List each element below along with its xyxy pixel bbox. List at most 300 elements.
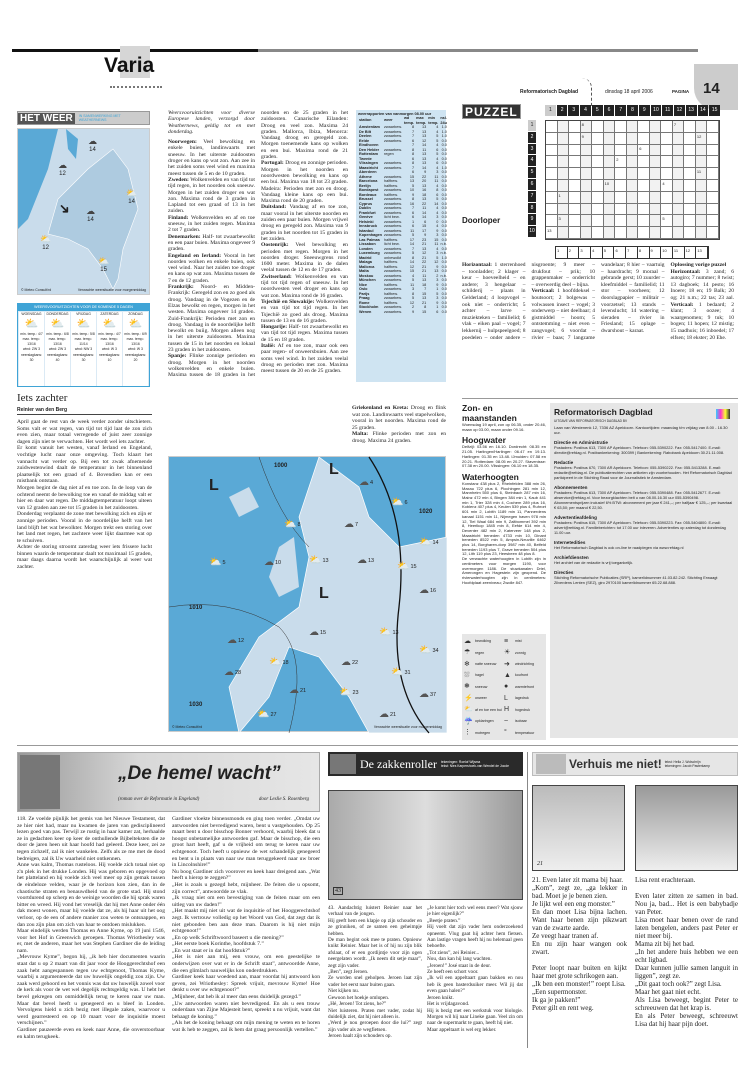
grid-cell[interactable] [604, 156, 619, 168]
grid-cell[interactable] [638, 204, 650, 216]
grid-cell[interactable] [661, 192, 673, 204]
grid-cell[interactable] [661, 227, 673, 239]
grid-cell[interactable] [650, 204, 662, 216]
grid-cell[interactable] [581, 192, 593, 204]
grid-cell[interactable] [627, 180, 639, 192]
grid-cell[interactable] [650, 156, 662, 168]
grid-cell[interactable] [673, 121, 685, 133]
table-cell: 13 [421, 183, 427, 188]
paragraph: En nu zijn haar wangen ook zwart. [532, 940, 627, 956]
map-credit: © Meteo Consult/rd [21, 288, 52, 292]
grid-cell[interactable] [581, 145, 593, 157]
grid-cell[interactable] [707, 215, 719, 227]
grid-cell[interactable] [707, 227, 719, 239]
grid-cell[interactable] [696, 121, 708, 133]
country-text: Half- tot zwaarbewolkt en een paar buien. Maxima ongeveer 9 graden. [168, 233, 255, 253]
grid-cell[interactable] [581, 168, 593, 180]
comic-credits-2: tekeningen: Jacob Pasterkamp [664, 764, 710, 768]
grid-cell[interactable] [638, 192, 650, 204]
grid-cell[interactable] [558, 215, 570, 227]
column-number: 9 [639, 105, 650, 116]
grid-cell[interactable] [604, 168, 616, 180]
grid-cell[interactable] [581, 121, 593, 133]
grid-cell[interactable] [569, 156, 581, 168]
temperature-label: 13 [368, 557, 375, 564]
grid-cell[interactable] [615, 192, 627, 204]
grid-cell[interactable] [650, 192, 662, 204]
grid-cell[interactable] [615, 180, 627, 192]
solution-cell[interactable]: 12 [685, 247, 697, 258]
table-cell: 5 [436, 291, 439, 296]
grid-cell[interactable] [592, 133, 604, 145]
grid-cell[interactable] [673, 168, 685, 180]
grid-cell[interactable] [696, 133, 708, 145]
grid-cell[interactable] [684, 168, 696, 180]
station-name: Praag [359, 296, 370, 300]
legend-item [504, 693, 544, 703]
grid-cell[interactable] [615, 145, 627, 157]
forecast-wind: wind: ZW 3 [49, 347, 66, 352]
rain-icon: ☂ [464, 649, 471, 657]
grid-cell[interactable] [638, 156, 650, 168]
country-name: Denemarken: [168, 233, 201, 240]
table-cell: 9 [424, 233, 427, 237]
station-name: Vlissingen [359, 161, 378, 165]
grid-cell[interactable] [661, 215, 673, 227]
solution-cell[interactable]: 11 [673, 247, 685, 258]
grid-cell[interactable] [627, 133, 639, 145]
station-name: Madrid [359, 255, 372, 260]
temp-icon: ° [504, 729, 507, 737]
grid-cell[interactable] [558, 227, 570, 239]
grid-cell[interactable] [615, 168, 627, 180]
grid-cell[interactable] [638, 133, 650, 145]
grid-cell[interactable] [569, 180, 581, 192]
forecast-day [19, 312, 44, 386]
water-title: Waterhoogten [462, 471, 519, 482]
solution-cell[interactable]: 1 [556, 247, 568, 258]
country-name: Italië: [261, 342, 276, 349]
grid-cell[interactable] [684, 180, 696, 192]
grid-cell[interactable] [707, 204, 719, 216]
table-cell: 6 [411, 224, 415, 228]
serial-banner [17, 752, 320, 812]
grid-cell[interactable] [592, 215, 604, 227]
table-cell: 15 [409, 269, 415, 273]
table-cell: 9 [436, 228, 439, 233]
table-cell: 13 [421, 197, 427, 201]
grid-cell[interactable] [558, 145, 570, 157]
row-number: 1 [528, 120, 536, 131]
station-name: Moskou [359, 273, 374, 278]
grid-cell[interactable] [684, 133, 696, 145]
grid-cell[interactable] [696, 204, 708, 216]
table-cell: 14 [421, 210, 427, 215]
table-cell: 14 [421, 215, 427, 219]
grid-cell[interactable] [627, 215, 639, 227]
grid-cell[interactable] [638, 168, 650, 180]
column-number: 3 [568, 105, 579, 116]
grid-cell[interactable] [650, 145, 662, 157]
grid-cell[interactable] [684, 145, 696, 157]
grid-cell[interactable] [696, 145, 708, 157]
grid-cell[interactable] [650, 133, 662, 145]
fog-icon: ≡ [504, 637, 509, 645]
grid-cell[interactable] [592, 204, 604, 216]
grid-cell[interactable] [546, 215, 558, 227]
grid-cell[interactable] [696, 227, 708, 239]
grid-cell[interactable] [673, 156, 685, 168]
grid-cell[interactable] [592, 227, 604, 239]
table-cell: zwaarbew. [384, 134, 402, 138]
grid-cell[interactable] [581, 156, 593, 168]
temperature-marker [419, 689, 436, 700]
solution-cell[interactable]: 4 [591, 247, 603, 258]
sun-cloud-icon: ⛅ [419, 537, 432, 548]
table-cell: zwaarbew. [384, 188, 402, 192]
cloud-icon: ☁ [344, 519, 354, 530]
table-cell: 0.0 [441, 224, 447, 228]
paragraph: „Het eerste boek Korinthe, hoofdstuk 7.” [172, 941, 264, 948]
table-cell: 13 [409, 179, 415, 183]
grid-cell[interactable] [581, 204, 593, 216]
grid-cell[interactable] [592, 156, 604, 168]
table-cell: 0.0 [441, 215, 447, 219]
station-name: Cyprus [359, 201, 373, 206]
grid-cell[interactable] [673, 192, 685, 204]
paragraph: 43. Aandachtig luistert Reinier naar het verhaal van de jongen. [328, 905, 422, 918]
grid-cell[interactable] [673, 180, 685, 192]
grid-cell[interactable] [592, 168, 604, 180]
grid-cell[interactable] [638, 227, 650, 239]
grid-cell[interactable] [558, 204, 570, 216]
isobar-label: 1000 [274, 463, 288, 469]
grid-cell[interactable] [546, 121, 558, 133]
grid-cell[interactable] [650, 215, 665, 227]
solution-cell[interactable]: 9 [650, 247, 662, 258]
country-name: Engeland en Ierland: [168, 252, 222, 259]
table-cell: 6 [411, 138, 415, 143]
grid-cell[interactable] [546, 204, 558, 216]
grid-cell[interactable] [707, 192, 719, 204]
grid-cell[interactable] [604, 204, 616, 216]
table-cell: 9 [436, 282, 439, 287]
grid-cell[interactable] [627, 168, 639, 180]
grid-cell[interactable] [592, 145, 604, 157]
forecast-rain: neerslagkans: 30 [72, 352, 95, 362]
isobar-label: 1020 [419, 509, 433, 515]
grid-cell[interactable] [661, 204, 673, 216]
cloud-icon: ☁ [379, 709, 389, 720]
table-cell: 0.0 [441, 269, 447, 273]
grid-cell[interactable] [661, 180, 673, 192]
isobar-label: 1030 [189, 702, 203, 708]
grid-cell[interactable] [673, 227, 685, 239]
temperature-marker [309, 627, 326, 638]
table-cell: 5 [436, 152, 439, 156]
legend-label: natte sneeuw [475, 661, 497, 666]
grid-cell[interactable] [546, 133, 558, 145]
grid-cell[interactable] [650, 168, 662, 180]
temperature-marker [339, 687, 359, 698]
forecast-title: WEERSVOORUITZICHTEN VOOR DE KOMENDE 5 DAGEN [18, 304, 149, 311]
grid-cell[interactable] [696, 215, 708, 227]
crossword-grid[interactable] [545, 120, 720, 240]
grid-cell[interactable] [696, 168, 708, 180]
grid-cell[interactable] [604, 215, 616, 227]
legend-item [464, 705, 504, 715]
grid-cell[interactable] [627, 204, 639, 216]
table-cell: 12 [409, 300, 415, 305]
station-name: Lissabon [359, 242, 376, 246]
grid-cell[interactable] [638, 180, 650, 192]
solution-cell[interactable]: 2 [568, 247, 580, 258]
grid-cell[interactable] [684, 192, 696, 204]
table-cell: 20 [421, 179, 427, 183]
grid-cell[interactable] [684, 204, 696, 216]
paragraph: Het is vrijdagavond. [427, 1001, 470, 1008]
grid-cell[interactable] [569, 145, 581, 157]
table-row [358, 310, 448, 315]
station-name: Amsterdam [359, 125, 380, 129]
grid-cell[interactable] [627, 227, 639, 239]
station-name: Londen [359, 246, 373, 251]
cloud-sun-icon: ⛅ [24, 317, 39, 330]
paragraph: Anne was kalm, Thomas rusteloos. Hij voelde zich totaal niet op z'n plek in het drukke Londen. Hij was geboren en opgevoed op het platteland en hij voelde zich veel meer op zijn gemak tussen de eindeloze velden, waar je de horizon kon zien, dan in de chaotische straten en benauwdheid van de grote stad. Hij stond voortdurend op scherp en de weinige woorden die hij sprak waren bitter en wreed. Hij vond het vreselijk dat hij met Anne onder één dak moest wonen, maar hij voelde dat ze, als hij haar uit het oog verloor, op de een of andere manier zou weten te ontsnappen, en dan zou zijn plan om zich van haar te ontdoen mislukken. [17, 862, 165, 928]
grid-cell[interactable] [558, 156, 570, 168]
country-forecast [352, 431, 446, 444]
table-cell: 2 [436, 273, 439, 278]
solution-cell[interactable]: 5 [603, 247, 615, 258]
cloud-icon: ☁ [419, 585, 429, 596]
country-forecast [261, 242, 348, 273]
paragraph: „Ik vraag niet om een bevestiging van de feiten maar om een uitleg van uw daden!” [172, 895, 320, 908]
table-cell: 5 [436, 138, 439, 143]
grid-cell[interactable] [684, 227, 696, 239]
children-illustration [536, 754, 566, 774]
temperature-label: 12 [238, 637, 245, 644]
grid-cell[interactable] [615, 227, 627, 239]
grid-cell[interactable] [661, 168, 673, 180]
table-cell: 0.0 [441, 183, 447, 188]
grid-cell[interactable] [627, 121, 639, 133]
grid-cell[interactable] [581, 227, 593, 239]
paragraph: Jeroen haalt zijn schouders op. [328, 1033, 392, 1040]
grid-cell[interactable] [684, 156, 696, 168]
grid-cell[interactable] [615, 133, 627, 145]
grid-cell[interactable] [661, 156, 673, 168]
table-cell: 5 [411, 296, 415, 300]
temperature-label: 15 [320, 629, 327, 636]
table-cell: 11 [410, 282, 415, 287]
forecast-rain: neerslagkans: 10 [98, 352, 121, 362]
table-cell: zwaarbew. [384, 228, 402, 233]
grid-cell[interactable] [615, 121, 627, 133]
table-cell: zwaarbew. [384, 273, 402, 278]
temp-table-grid [358, 116, 448, 314]
table-cell: 4 [436, 224, 439, 228]
solution-cell[interactable]: 8 [638, 247, 650, 258]
grid-cell[interactable] [604, 145, 616, 157]
grid-cell[interactable] [627, 156, 639, 168]
table-cell: 7 [411, 165, 415, 170]
comic-panel-illustration [635, 785, 738, 871]
grid-cell[interactable] [615, 215, 627, 227]
grid-cell[interactable] [569, 192, 581, 204]
grid-cell[interactable] [707, 156, 719, 168]
grid-cell[interactable] [546, 156, 558, 168]
solution-cell[interactable]: 3 [579, 247, 591, 258]
table-cell: 11 [410, 228, 415, 233]
table-cell: 8 [411, 255, 415, 260]
comic-panel-illustration [532, 785, 625, 871]
grid-cell[interactable] [604, 121, 616, 133]
solution-cell[interactable]: 6 [614, 247, 626, 258]
cloud-icon: ☁ [264, 557, 274, 568]
grid-cell[interactable] [673, 215, 685, 227]
grid-cell[interactable] [627, 145, 642, 157]
column-header: max temp. [416, 116, 427, 125]
paragraph: „Kom”, zegt ze, „ga lekker in bad. Moet je je benen zien. [532, 884, 627, 900]
colophon [550, 403, 738, 738]
grid-cell[interactable] [638, 215, 650, 227]
grid-cell[interactable] [581, 215, 593, 227]
grid-cell[interactable] [569, 215, 581, 227]
station-name: Rotterdam [359, 152, 378, 156]
grid-cell[interactable] [592, 121, 604, 133]
grid-cell[interactable] [650, 180, 665, 192]
grid-cell[interactable] [707, 145, 719, 157]
grid-cell[interactable] [569, 168, 581, 180]
legend-label: sneeuw [475, 684, 488, 689]
grid-cell[interactable] [558, 121, 570, 133]
paragraph: „Ik wil een appeltaart gaan bakken en nou heb ik geen basterdsuiker meer. Wil jij dat even gaan halen?” [427, 975, 523, 995]
grid-cell[interactable] [581, 180, 593, 192]
grid-cell[interactable] [592, 180, 604, 192]
grid-cell[interactable] [546, 227, 558, 239]
table-cell: zwaarbew. [384, 125, 402, 129]
grid-cell[interactable] [661, 145, 673, 157]
grid-cell[interactable] [546, 168, 558, 180]
paragraph: Peter loopt naar buiten en kijkt haar met grote schrikogen aan. [532, 964, 627, 980]
grid-cell[interactable] [661, 121, 673, 133]
country-name: Portugal: [261, 160, 284, 167]
grid-cell[interactable] [604, 227, 616, 239]
grid-cell[interactable] [569, 204, 581, 216]
grid-cell[interactable] [684, 121, 696, 133]
solution-cell[interactable]: 13 [696, 247, 708, 258]
grid-cell[interactable] [592, 192, 604, 204]
grid-cell[interactable] [546, 180, 558, 192]
grid-cell[interactable] [546, 145, 558, 157]
grid-cell[interactable] [604, 133, 616, 145]
colophon-subtitle: UITGAVE VAN REFORMATORISCH DAGBLAD BV [554, 419, 628, 423]
table-cell: 7 [411, 129, 415, 134]
table-cell: regen [384, 152, 394, 156]
table-cell: 3 [436, 170, 439, 174]
table-cell: 1.0 [441, 255, 447, 260]
grid-cell[interactable] [615, 156, 627, 168]
station-name: Aberdeen [359, 170, 377, 174]
grid-cell[interactable] [627, 192, 639, 204]
paragraph: Als Lisa beweegt, begint Peter te schreeuwen dat het krap is. [635, 996, 738, 1012]
paragraph: Jeroen knikt. [427, 994, 454, 1001]
country-name: Griekenland en Kreta: [352, 405, 409, 411]
column-header: min temp. [428, 116, 439, 125]
grid-cell[interactable] [673, 145, 685, 157]
grid-cell[interactable] [558, 192, 570, 204]
grid-cell[interactable] [684, 215, 696, 227]
table-cell: 8 [411, 125, 415, 129]
previous-solution-label: Oplossing vorige puzzel [670, 262, 727, 268]
grid-cell[interactable] [696, 192, 708, 204]
forecast-day-name: ZONDAG [128, 312, 143, 316]
grid-cell[interactable] [707, 180, 719, 192]
cell-number: 12 [696, 133, 702, 139]
grid-cell[interactable] [650, 121, 662, 133]
table-cell: zwaarbew. [384, 219, 402, 224]
solution-bar[interactable] [555, 246, 709, 259]
grid-cell[interactable] [696, 180, 708, 192]
grid-cell[interactable] [569, 121, 581, 133]
grid-cell[interactable] [604, 192, 616, 204]
grid-cell[interactable] [673, 133, 685, 145]
table-cell: 14 [434, 201, 439, 206]
grid-cell[interactable] [546, 192, 558, 204]
grid-cell[interactable] [650, 227, 662, 239]
grid-cell[interactable] [638, 121, 650, 133]
grid-cell[interactable] [558, 133, 570, 145]
table-cell: zwaarbew. [384, 201, 402, 206]
legend-label: mist [515, 639, 522, 644]
solution-cell[interactable]: 10 [661, 247, 673, 258]
grid-cell[interactable] [569, 227, 581, 239]
solution-vertical: 1 bedaard; 2 klant; 3 oozee; 4 waargenomen; 9 tuk; 10 bogen; 11 hopen; 12 mistig; 15 raadhuis; 16 inboedel; 17 elfsen; 18 ekster; 20 Ehe. [670, 301, 735, 341]
temperature-marker [379, 627, 399, 638]
panel-number: 43 [335, 888, 341, 894]
grid-cell[interactable] [558, 168, 570, 180]
temperature-label: 15 [410, 563, 417, 570]
temperature-label: 37 [430, 691, 437, 698]
article-paragraph: Achter de storing stroomt zaterdag weer iets frissere lucht binnen waarin de temperatuur daalt tot maximaal 15 graden, maar daags daarna wordt het waarschijnlijk al weer wat zachter. [17, 544, 152, 571]
station-name: Wenen [359, 309, 372, 314]
station-name: Berlijn [359, 183, 371, 188]
column-number: 12 [674, 105, 685, 116]
cloud-sun-icon: ⛅ [102, 317, 117, 330]
grid-cell[interactable] [673, 204, 685, 216]
weather-city-marker: ⛅ 15 [98, 257, 110, 273]
forecast-min: min. temp.: 6/8 [46, 331, 69, 336]
grid-cell[interactable] [615, 204, 627, 216]
grid-cell[interactable] [558, 180, 570, 192]
verhuis-banner [532, 752, 738, 776]
grid-cell[interactable] [661, 133, 673, 145]
table-cell: 0.0 [441, 296, 447, 300]
solution-cell[interactable]: 7 [626, 247, 638, 258]
grid-cell[interactable] [604, 180, 616, 192]
table-cell: 15 [409, 174, 415, 179]
table-cell: 6 [436, 309, 439, 314]
grid-cell[interactable] [707, 121, 719, 133]
grid-cell[interactable] [569, 133, 581, 145]
grid-cell[interactable] [638, 145, 650, 157]
issue-date: dinsdag 18 april 2006 [605, 89, 653, 95]
grid-cell[interactable] [707, 168, 719, 180]
grid-cell[interactable] [696, 156, 708, 168]
grid-cell[interactable] [707, 133, 719, 145]
grid-cell[interactable] [581, 133, 593, 145]
puzzle-column-numbers [545, 105, 720, 116]
